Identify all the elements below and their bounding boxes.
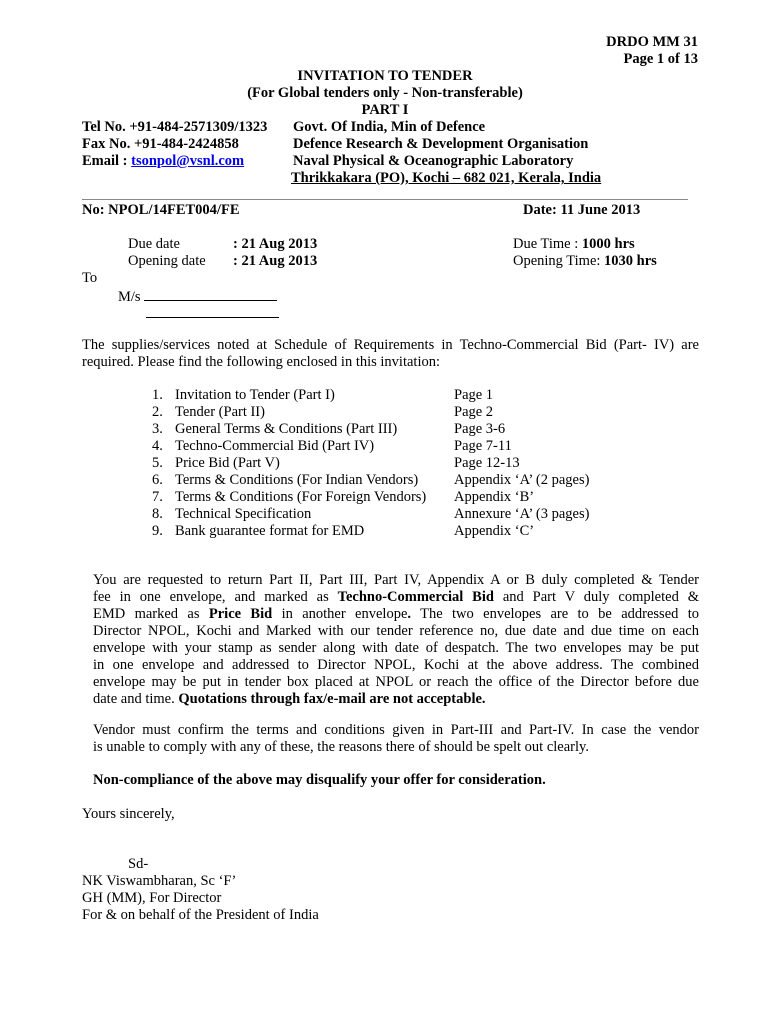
doc-subtitle: (For Global tenders only - Non-transferable): [247, 85, 523, 101]
non-compliance-warning: Non-compliance of the above may disqualify your offer for consideration.: [93, 772, 546, 788]
text-run: .: [407, 606, 412, 622]
enclosure-ref: Page 7-11: [454, 438, 512, 454]
price-bid-term: Price Bid: [208, 606, 273, 622]
text-run: date and time.: [93, 691, 179, 707]
org-ministry: Govt. Of India, Min of Defence: [293, 119, 486, 135]
enclosure-ref: Page 12-13: [454, 455, 520, 471]
closing-salutation: Yours sincerely,: [82, 806, 175, 822]
vendor-ms-label: M/s: [118, 289, 141, 305]
paragraph-line: Vendor must confirm the terms and conditions given in Part-III and Part-IV. In case the vendor: [93, 722, 699, 738]
vendor-confirm-paragraph: [93, 722, 699, 756]
text-run: in another envelope: [272, 606, 408, 622]
due-date-value: : 21 Aug 2013: [233, 236, 318, 252]
enclosure-num: 5.: [152, 455, 163, 471]
enclosure-num: 2.: [152, 404, 163, 420]
vendor-name-blank: [144, 287, 277, 301]
enclosure-num: 1.: [152, 387, 163, 403]
enclosure-item: Price Bid (Part V): [175, 455, 280, 471]
enclosure-item: Terms & Conditions (For Foreign Vendors): [175, 489, 427, 505]
header-divider: [82, 199, 688, 200]
tender-reference: No: NPOL/14FET004/FE: [82, 202, 240, 218]
to-label: To: [82, 270, 98, 286]
org-drdo: Defence Research & Development Organisation: [293, 136, 589, 152]
text-run: EMD marked as: [93, 606, 209, 622]
paragraph-line: envelope with your stamp as sender along with date of despatch. The two envelopes may be put: [93, 640, 699, 656]
due-time-label: Due Time :: [513, 236, 582, 252]
doc-title: INVITATION TO TENDER: [297, 68, 473, 84]
doc-code: DRDO MM 31: [606, 34, 698, 50]
paragraph-line: You are requested to return Part II, Part III, Part IV, Appendix A or B duly completed & Tender: [93, 572, 699, 588]
intro-line: required. Please find the following enclosed in this invitation:: [82, 354, 440, 370]
signatory-name: NK Viswambharan, Sc ‘F’: [82, 873, 237, 889]
enclosure-ref: Appendix ‘B’: [454, 489, 535, 505]
due-time-value: 1000 hrs: [581, 236, 635, 252]
enclosure-ref: Annexure ‘A’ (3 pages): [454, 506, 590, 522]
signature-sd: Sd-: [128, 856, 149, 872]
enclosure-ref: Page 3-6: [454, 421, 506, 437]
techno-commercial-bid-term: Techno-Commercial Bid: [337, 589, 494, 605]
fax-number: Fax No. +91-484-2424858: [82, 136, 239, 152]
signatory-behalf: For & on behalf of the President of India: [82, 907, 319, 923]
intro-line: The supplies/services noted at Schedule of Requirements in Techno-Commercial Bid (Part- IV) are: [82, 337, 699, 353]
enclosure-item: Tender (Part II): [175, 404, 265, 420]
enclosure-num: 8.: [152, 506, 163, 522]
enclosure-item: Invitation to Tender (Part I): [175, 387, 335, 403]
enclosure-item: Techno-Commercial Bid (Part IV): [175, 438, 375, 454]
paragraph-line: envelope may be put in tender box placed at NPOL or reach the office of the Director before due: [93, 674, 699, 690]
opening-time: [513, 253, 657, 270]
enclosure-ref: Page 2: [454, 404, 494, 420]
tel-number: Tel No. +91-484-2571309/1323: [82, 119, 268, 135]
opening-date-value: : 21 Aug 2013: [233, 253, 318, 269]
part-label: PART I: [361, 102, 409, 118]
text-run: and Part V duly completed &: [493, 589, 699, 605]
enclosure-ref: Page 1: [454, 387, 494, 403]
paragraph-line: is unable to comply with any of these, the reasons there of should be spelt out clearly.: [93, 739, 589, 755]
due-time: [513, 236, 635, 253]
enclosure-num: 7.: [152, 489, 163, 505]
email-link[interactable]: tsonpol@vsnl.com: [131, 153, 245, 169]
email-label: Email :: [82, 153, 132, 169]
enclosure-num: 6.: [152, 472, 163, 488]
intro-paragraph: [82, 337, 699, 371]
enclosure-ref: Appendix ‘A’ (2 pages): [454, 472, 590, 488]
org-lab: Naval Physical & Oceanographic Laboratory: [293, 153, 574, 169]
vendor-address-blank: [146, 304, 279, 323]
due-date-label: Due date: [128, 236, 180, 252]
paragraph-line: Director NPOL, Kochi and Marked with our tender reference no, due date and due time on each: [93, 623, 699, 639]
tender-date: Date: 11 June 2013: [523, 202, 641, 218]
opening-date-label: Opening date: [128, 253, 206, 269]
vendor-address-line: [146, 304, 279, 318]
paragraph-line: in one envelope and addressed to Director NPOL, Kochi at the above address. The combined: [93, 657, 699, 673]
enclosure-ref: Appendix ‘C’: [454, 523, 535, 539]
enclosure-num: 9.: [152, 523, 163, 539]
text-run: fee in one envelope, and marked as: [93, 589, 338, 605]
paragraph-line: [93, 589, 699, 606]
enclosure-item: Bank guarantee format for EMD: [175, 523, 365, 539]
org-address: Thrikkakara (PO), Kochi – 682 021, Kerala, India: [291, 170, 602, 186]
enclosure-item: Technical Specification: [175, 506, 312, 522]
opening-time-value: 1030 hrs: [604, 253, 657, 269]
enclosure-item: Terms & Conditions (For Indian Vendors): [175, 472, 419, 488]
enclosure-num: 3.: [152, 421, 163, 437]
enclosure-item: General Terms & Conditions (Part III): [175, 421, 398, 437]
page-number: Page 1 of 13: [623, 51, 698, 67]
email-line: [82, 153, 244, 170]
text-run: The two envelopes are to be addressed to: [411, 606, 700, 622]
instructions-paragraph: [93, 572, 699, 708]
paragraph-line: [93, 691, 699, 708]
fax-email-notice: Quotations through fax/e-mail are not acceptable.: [178, 691, 486, 707]
signatory-post: GH (MM), For Director: [82, 890, 222, 906]
opening-time-label: Opening Time:: [513, 253, 605, 269]
paragraph-line: [93, 606, 699, 623]
enclosure-num: 4.: [152, 438, 163, 454]
